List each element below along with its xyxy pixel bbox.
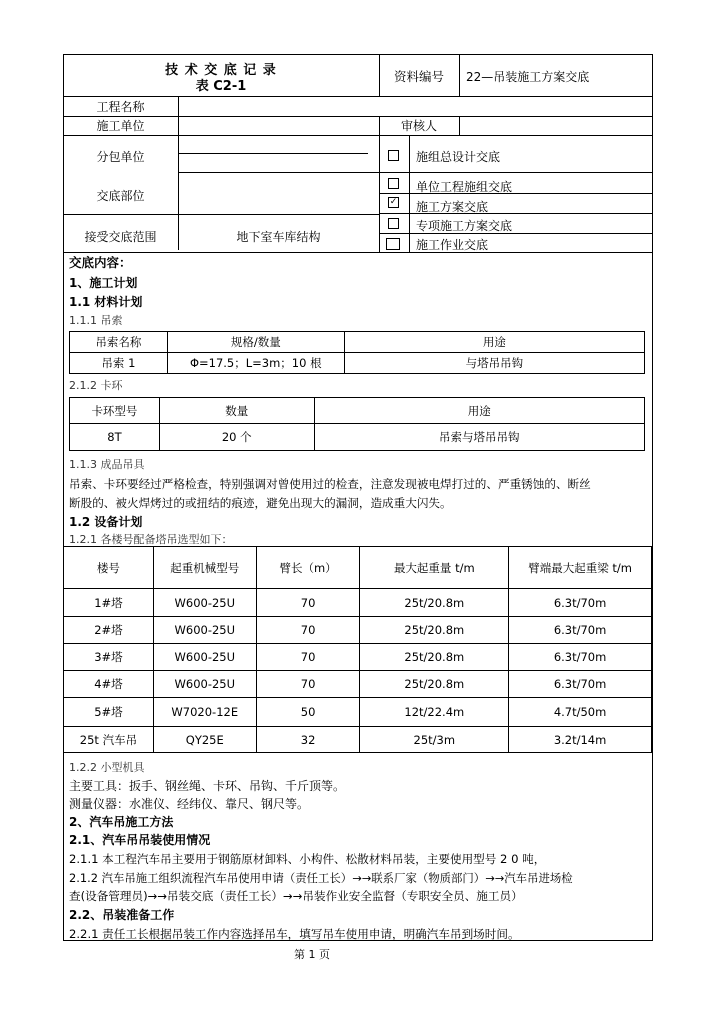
option-label-2: 施工方案交底 <box>416 200 489 214</box>
table-cell: 6.3t/70m <box>509 617 652 644</box>
table-header: 用途 <box>344 332 644 353</box>
table-row <box>64 671 652 698</box>
table-header: 规格/数量 <box>167 332 344 353</box>
table-cell: Φ=17.5；L=3m；10 根 <box>167 353 344 374</box>
table-header: 最大起重量 t/m <box>360 547 509 589</box>
tools-line: 主要工具：扳手、钢丝绳、卡环、吊钩、千斤顶等。 <box>69 779 346 793</box>
table-cell: 6.3t/70m <box>509 644 652 671</box>
option-label-0: 施组总设计交底 <box>416 150 501 164</box>
option-checkbox-4[interactable] <box>386 238 400 250</box>
section-2: 2、汽车吊施工方法 <box>69 815 174 829</box>
table-cell: 6.3t/70m <box>509 671 652 698</box>
form-subtitle: 表 C2-1 <box>195 79 247 94</box>
section-1-2-2: 1.2.2 小型机具 <box>69 761 145 774</box>
table-row <box>64 589 652 617</box>
table-cell: W600-25U <box>153 644 256 671</box>
option-checkbox-2[interactable]: ✓ <box>389 197 398 207</box>
option-checkbox-1[interactable] <box>388 178 399 189</box>
form-title: 技 术 交 底 记 录 <box>165 63 277 78</box>
content-heading: 交底内容： <box>69 255 132 270</box>
table-header: 数量 <box>159 398 314 424</box>
table-cell: 3.2t/14m <box>509 727 652 753</box>
section-1-1: 1.1 材料计划 <box>69 295 143 309</box>
table-cell: W7020-12E <box>153 698 256 727</box>
table-row <box>64 698 652 727</box>
table-header: 臂端最大起重梁 t/m <box>509 547 652 589</box>
table-cell: 12t/22.4m <box>360 698 509 727</box>
crane-table <box>63 546 652 753</box>
doc-no-value: 22—吊装施工方案交底 <box>466 70 590 84</box>
table-header: 楼号 <box>64 547 154 589</box>
project-name-label: 工程名称 <box>96 100 145 114</box>
table-cell: 1#塔 <box>64 589 154 617</box>
table-cell: 4.7t/50m <box>509 698 652 727</box>
table-cell: 6.3t/70m <box>509 589 652 617</box>
sling-table <box>69 331 645 374</box>
shackle-table <box>69 397 645 451</box>
table-cell: 20 个 <box>159 424 314 451</box>
section-2-1-2: 2.1.2 卡环 <box>69 379 123 392</box>
option-label-1: 单位工程施组交底 <box>416 180 513 194</box>
table-cell: 25t/3m <box>360 727 509 753</box>
paragraph-line: 2.1.1 本工程汽车吊主要用于钢筋原材卸料、小构件、松散材料吊装，主要使用型号 2 0 吨， <box>69 852 546 866</box>
construction-unit-label: 施工单位 <box>96 119 145 133</box>
table-row <box>64 644 652 671</box>
doc-no-label: 资料编号 <box>393 69 444 84</box>
paragraph-line: 查(设备管理员)→→吊装交底（责任工长）→→吊装作业安全监督（专职安全员、施工员） <box>69 889 523 903</box>
table-cell: 25t/20.8m <box>360 589 509 617</box>
table-cell: 25t/20.8m <box>360 644 509 671</box>
table-row <box>64 617 652 644</box>
table-cell: QY25E <box>153 727 256 753</box>
table-header: 臂长（m） <box>256 547 360 589</box>
option-label-3: 专项施工方案交底 <box>416 219 513 233</box>
section-1-1-1: 1.1.1 吊索 <box>69 314 123 327</box>
table-cell: 50 <box>256 698 360 727</box>
paragraph-line: 断股的、被火焊烤过的或扭结的痕迹，避免出现大的漏洞，造成重大闪失。 <box>69 496 452 510</box>
section-1-1-3: 1.1.3 成品吊具 <box>69 458 145 471</box>
section-1-2-1: 1.2.1 各楼号配备塔吊选型如下： <box>69 533 233 546</box>
table-cell: 70 <box>256 671 360 698</box>
page-number: 第 1 页 <box>294 948 330 961</box>
table-cell: 70 <box>256 617 360 644</box>
table-cell: 25t/20.8m <box>360 617 509 644</box>
table-cell: W600-25U <box>153 617 256 644</box>
paragraph-line: 吊索、卡环要经过严格检查，特别强调对曾使用过的检查，注意发现被电焊打过的、严重锈蚀的、断丝 <box>69 477 591 491</box>
table-cell: 3#塔 <box>64 644 154 671</box>
table-cell: 吊索与塔吊吊钩 <box>314 424 644 451</box>
table-cell: 5#塔 <box>64 698 154 727</box>
table-cell: W600-25U <box>153 589 256 617</box>
option-checkbox-3[interactable] <box>388 218 399 229</box>
table-header: 卡环型号 <box>70 398 160 424</box>
table-header: 起重机械型号 <box>153 547 256 589</box>
section-2-1: 2.1、汽车吊吊装使用情况 <box>69 833 211 847</box>
table-cell: 70 <box>256 589 360 617</box>
table-header: 吊索名称 <box>70 332 168 353</box>
table-cell: 吊索 1 <box>70 353 168 374</box>
table-cell: 2#塔 <box>64 617 154 644</box>
scope-label: 接受交底范围 <box>84 230 157 244</box>
table-cell: W600-25U <box>153 671 256 698</box>
option-checkbox-0[interactable] <box>388 150 399 161</box>
table-cell: 与塔吊吊钩 <box>344 353 644 374</box>
table-cell: 70 <box>256 644 360 671</box>
paragraph-line: 2.2.1 责任工长根据吊装工作内容选择吊车，填写吊车使用申请，明确汽车吊到场时间。 <box>69 927 520 941</box>
section-1-2: 1.2 设备计划 <box>69 515 143 529</box>
reviewer-label: 审核人 <box>400 119 437 133</box>
dept-label: 交底部位 <box>96 189 145 203</box>
table-cell: 4#塔 <box>64 671 154 698</box>
table-header: 用途 <box>314 398 644 424</box>
table-row <box>64 727 652 753</box>
scope-value: 地下室车库结构 <box>236 230 321 244</box>
table-cell: 25t 汽车吊 <box>64 727 154 753</box>
option-label-4: 施工作业交底 <box>416 238 489 252</box>
table-cell: 32 <box>256 727 360 753</box>
table-cell: 25t/20.8m <box>360 671 509 698</box>
instruments-line: 测量仪器：水准仪、经纬仪、靠尺、钢尺等。 <box>69 797 310 811</box>
section-2-2: 2.2、吊装准备工作 <box>69 908 175 922</box>
table-cell: 8T <box>70 424 160 451</box>
paragraph-line: 2.1.2 汽车吊施工组织流程汽车吊使用申请（责任工长）→→联系厂家（物质部门）→→汽车吊进场检 <box>69 871 573 885</box>
subcontractor-label: 分包单位 <box>96 150 145 164</box>
section-1: 1、施工计划 <box>69 276 138 290</box>
